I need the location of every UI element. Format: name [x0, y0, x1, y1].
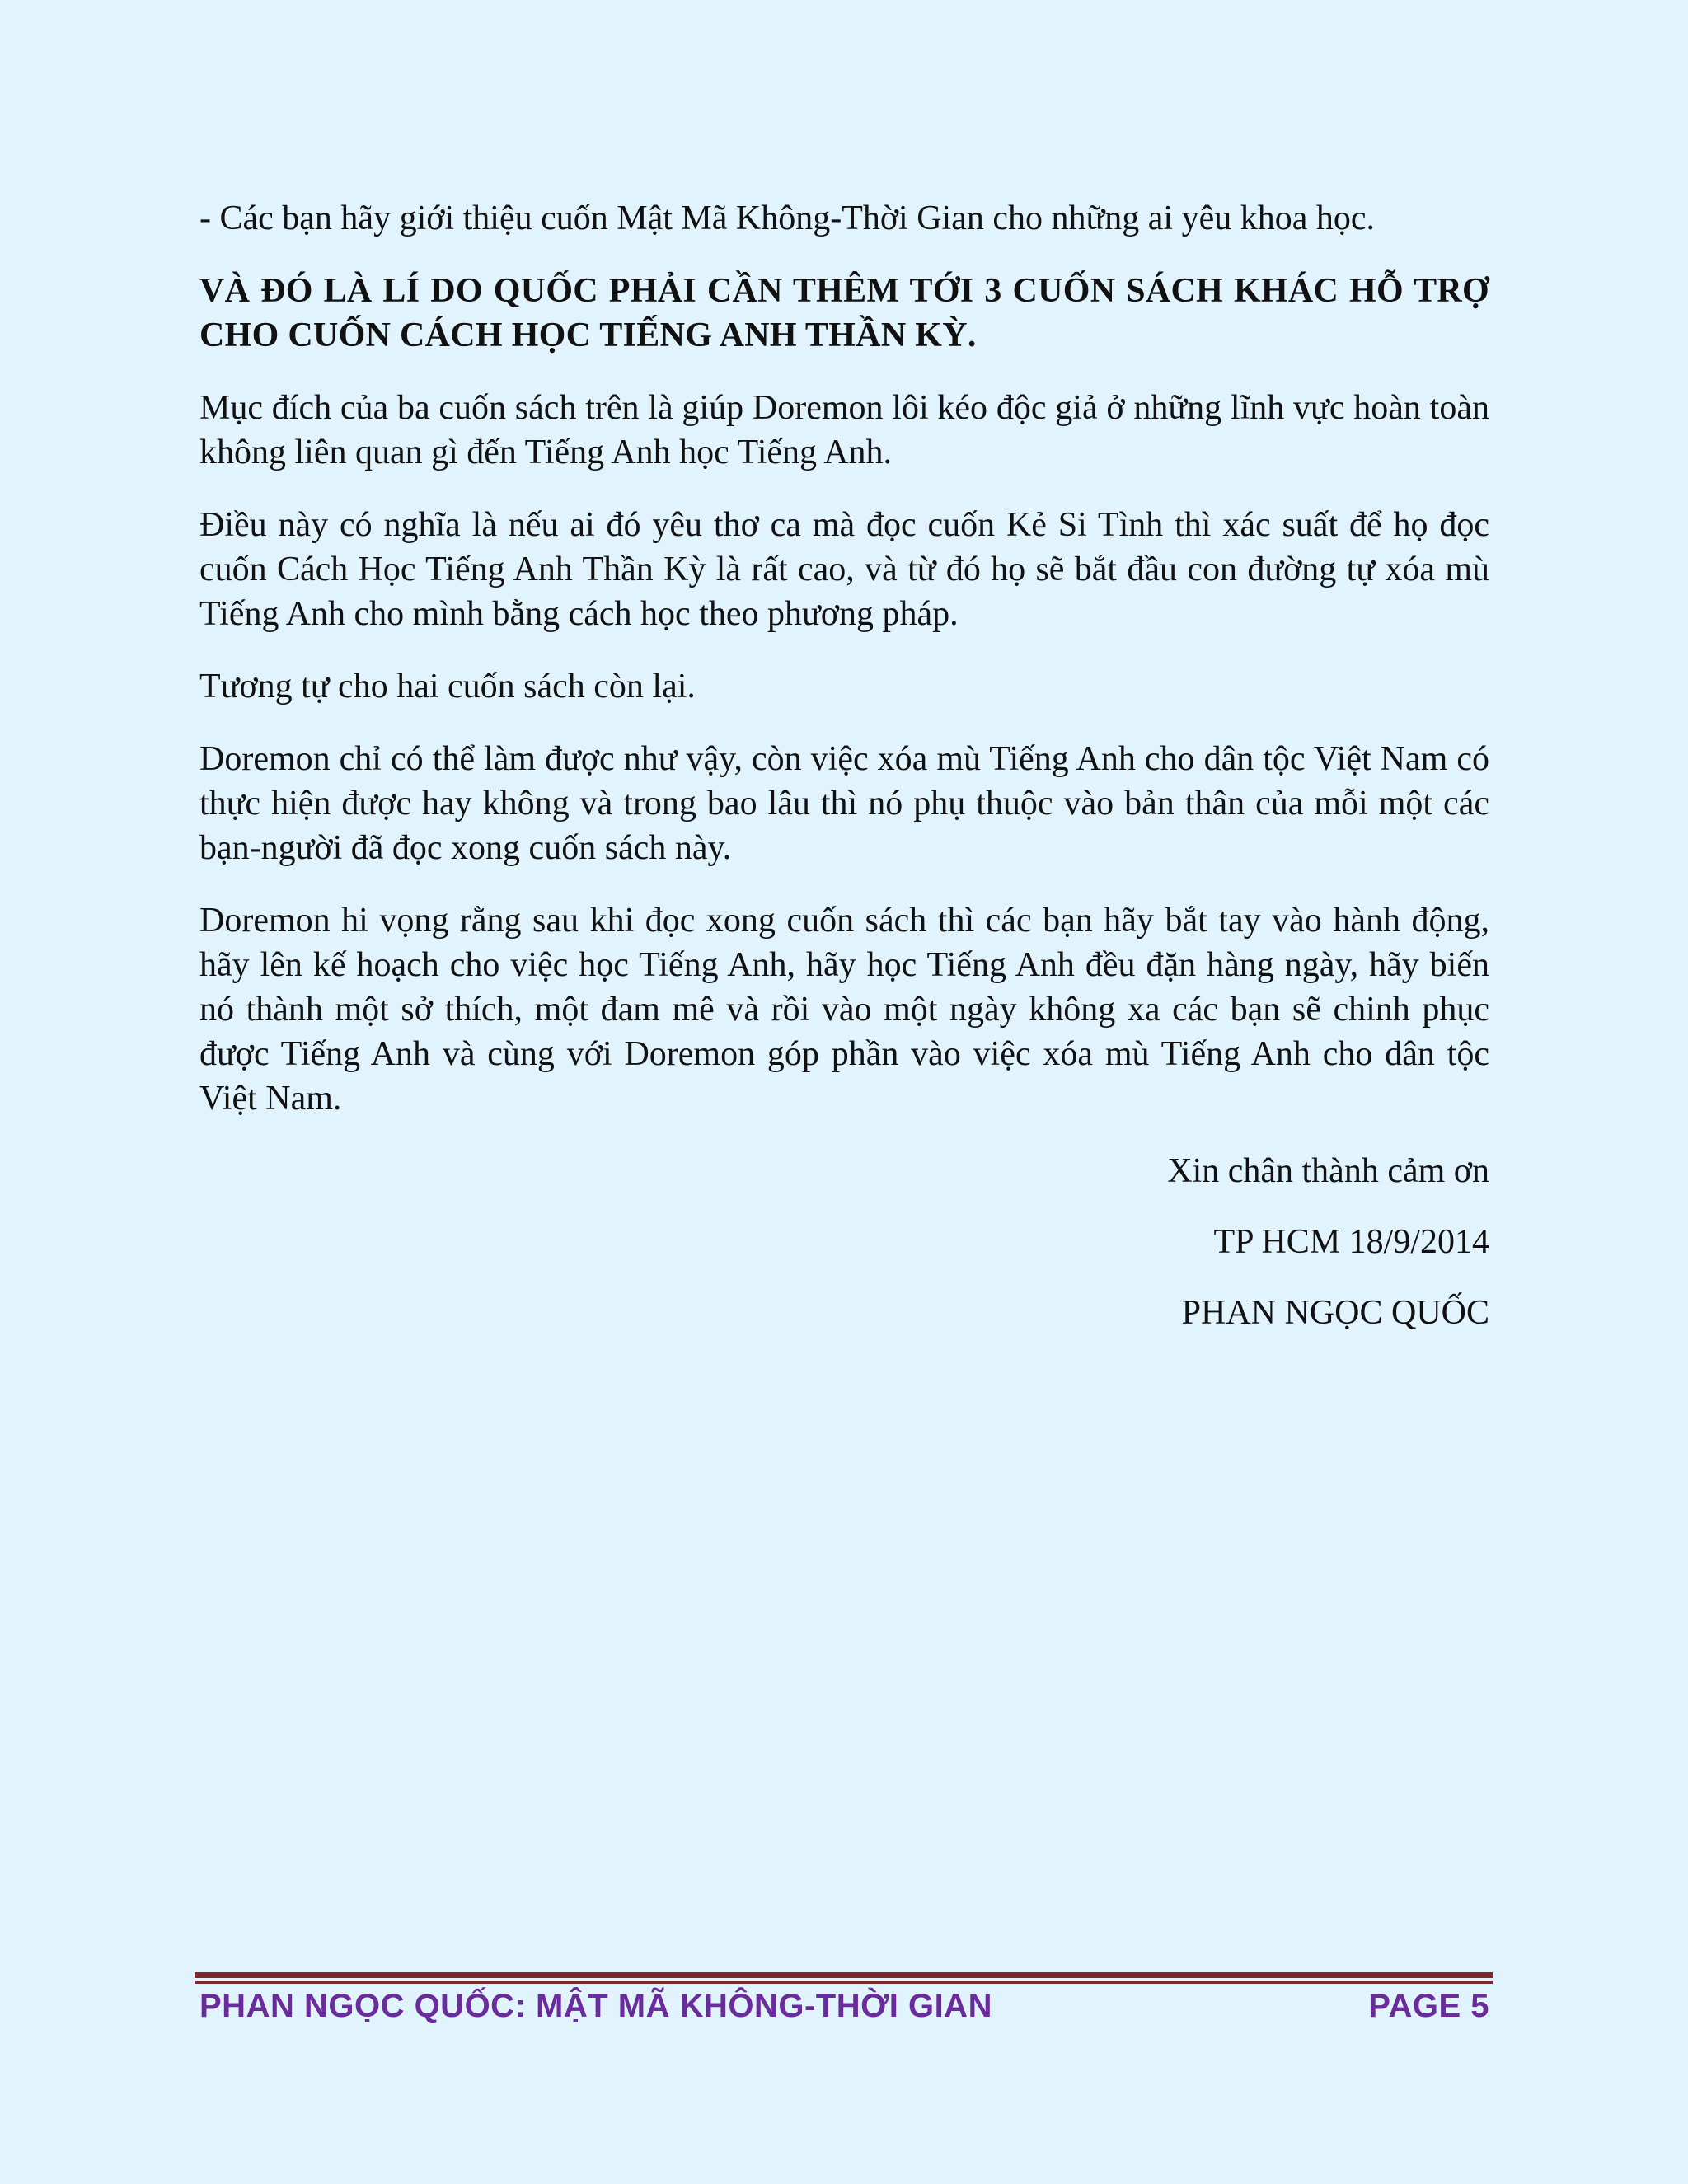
footer-title: PHAN NGỌC QUỐC: MẬT MÃ KHÔNG-THỜI GIAN — [199, 1988, 992, 2024]
paragraph-meaning: Điều này có nghĩa là nếu ai đó yêu thơ ca mà đọc cuốn Kẻ Si Tình thì xác suất để họ đọc cuốn Cách Học Tiếng Anh Thần Kỳ là rất cao, và từ đó họ sẽ bắt đầu con đường tự xóa mù Tiếng Anh cho mình bằng cách học theo phương pháp. — [199, 506, 1489, 633]
page-body — [199, 196, 1489, 1361]
closing-date-place: TP HCM 18/9/2014 — [1213, 1223, 1489, 1261]
footer-page-number: PAGE 5 — [1368, 1988, 1489, 2024]
paragraph-similar: Tương tự cho hai cuốn sách còn lại. — [199, 668, 696, 705]
closing-author: PHAN NGỌC QUỐC — [1181, 1294, 1489, 1332]
paragraph-limits: Doremon chỉ có thể làm được như vậy, còn việc xóa mù Tiếng Anh cho dân tộc Việt Nam có thực hiện được hay không và trong bao lâu thì nó phụ thuộc vào bản thân của mỗi một các bạn-người đã đọc xong cuốn sách này. — [199, 740, 1489, 867]
paragraph-purpose: Mục đích của ba cuốn sách trên là giúp Doremon lôi kéo độc giả ở những lĩnh vực hoàn toàn không liên quan gì đến Tiếng Anh học Tiếng Anh. — [199, 389, 1489, 471]
page-footer — [199, 1988, 1489, 2037]
section-heading: VÀ ĐÓ LÀ LÍ DO QUỐC PHẢI CẦN THÊM TỚI 3 CUỐN SÁCH KHÁC HỖ TRỢ CHO CUỐN CÁCH HỌC TIẾNG ANH THẦN KỲ. — [199, 272, 1489, 354]
paragraph-hope: Doremon hi vọng rằng sau khi đọc xong cuốn sách thì các bạn hãy bắt tay vào hành động, hãy lên kế hoạch cho việc học Tiếng Anh, hãy học Tiếng Anh đều đặn hàng ngày, hãy biến nó thành một sở thích, một đam mê và rồi vào một ngày không xa các bạn sẽ chinh phục được Tiếng Anh và cùng với Doremon góp phần vào việc xóa mù Tiếng Anh cho dân tộc Việt Nam. — [199, 902, 1489, 1118]
footer-divider-thin — [195, 1981, 1493, 1984]
footer-divider — [195, 1972, 1493, 1985]
paragraph-recommendation: - Các bạn hãy giới thiệu cuốn Mật Mã Không-Thời Gian cho những ai yêu khoa học. — [199, 199, 1376, 237]
footer-divider-thick — [195, 1972, 1493, 1978]
closing-thanks: Xin chân thành cảm ơn — [1167, 1152, 1489, 1190]
